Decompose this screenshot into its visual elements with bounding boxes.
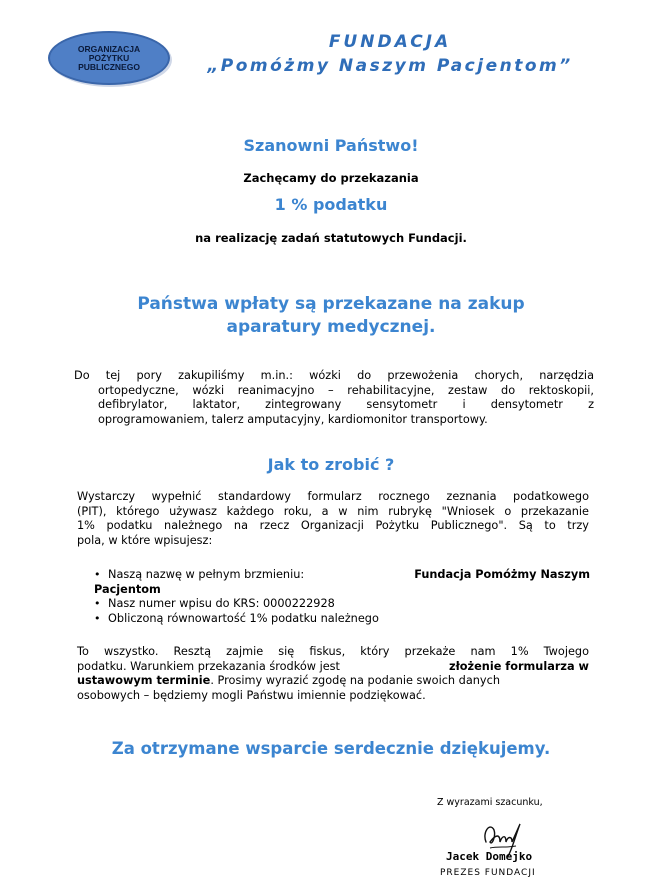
- donations-heading: [0, 293, 662, 339]
- foundation-title: FUNDACJA: [328, 32, 452, 52]
- logo-line-2: POŻYTKU: [88, 52, 130, 63]
- closing-line-4: osobowych – będziemy mogli Państwu imiennie podziękować.: [77, 688, 426, 702]
- purchases-line-2: ortopedyczne, wózki reanimacyjno – rehabilitacyjne, zestaw do rektoskopii,: [98, 383, 594, 397]
- closing-line-2-text: podatku. Warunkiem przekazania środków jest: [77, 659, 340, 673]
- purchases-line-4: oprogramowaniem, talerz amputacyjny, kardiomonitor transportowy.: [98, 412, 488, 426]
- closing-line-3-bold: ustawowym terminie: [77, 674, 211, 687]
- howto-line-3: 1% podatku należnego na rzecz Organizacji Pożytku Publicznego". Są to trzy: [77, 519, 589, 532]
- list-item: [108, 597, 590, 612]
- list-item-name-bold-continued: Pacjentom: [94, 582, 161, 596]
- howto-paragraph: [77, 490, 589, 548]
- donations-heading-line-1: Państwa wpłaty są przekazane na zakup: [137, 294, 525, 314]
- purpose-text: na realizację zadań statutowych Fundacji.: [195, 231, 467, 245]
- greeting-heading: Szanowni Państwo!: [243, 136, 419, 155]
- opp-logo-badge: [48, 31, 170, 85]
- list-item: [108, 568, 590, 583]
- howto-line-1: Wystarczy wypełnić standardowy formularz rocznego zeznania podatkowego: [77, 490, 589, 503]
- donations-heading-line-2: aparatury medycznej.: [226, 317, 436, 337]
- logo-line-3: PUBLICZNEGO: [78, 61, 140, 72]
- closing-line-1: To wszystko. Resztą zajmie się fiskus, który przekaże nam 1% Twojego: [77, 645, 589, 658]
- list-item: [108, 612, 590, 627]
- thanks-heading: Za otrzymane wsparcie serdecznie dziękujemy.: [111, 739, 551, 758]
- purchases-line-3: defibrylator, laktator, zintegrowany sensytometr i densytometr z: [98, 398, 594, 411]
- list-item-name-prefix: • Naszą nazwę w pełnym brzmieniu:: [108, 568, 305, 581]
- closing-line-3-text: . Prosimy wyrazić zgodę na podanie swoich danych: [210, 674, 500, 687]
- percent-heading: 1 % podatku: [274, 195, 388, 214]
- list-item-amount: Obliczoną równowartość 1% podatku należnego: [108, 611, 379, 625]
- signatory-title: PREZES FUNDACJI: [440, 868, 536, 878]
- howto-heading: Jak to zrobić ?: [267, 455, 395, 474]
- foundation-name: „Pomóżmy Naszym Pacjentom”: [207, 56, 573, 76]
- closing-line-2-bold: złożenie formularza w: [449, 659, 589, 673]
- encourage-text: Zachęcamy do przekazania: [243, 171, 419, 185]
- signature-greeting: Z wyrazami szacunku,: [437, 797, 543, 808]
- howto-line-2: (PIT), którego używasz każdego roku, a w nim rubrykę "Wniosek o przekazanie: [77, 504, 589, 518]
- closing-line-3: [77, 674, 589, 689]
- signatory-name: Jacek Domejko: [446, 850, 533, 863]
- purchases-paragraph: [74, 369, 594, 427]
- howto-line-4: pola, w które wpisujesz:: [77, 533, 213, 547]
- list-item-krs: Nasz numer wpisu do KRS: 0000222928: [108, 597, 335, 610]
- purchases-line-1: Do tej pory zakupiliśmy m.in.: wózki do przewożenia chorych, narzędzia: [74, 369, 594, 382]
- requirements-list: [80, 568, 590, 626]
- logo-line-1: ORGANIZACJA: [77, 43, 141, 54]
- list-item-name-bold: Fundacja Pomóżmy Naszym: [414, 568, 590, 581]
- closing-line-2: [77, 660, 589, 675]
- closing-paragraph: [77, 645, 589, 703]
